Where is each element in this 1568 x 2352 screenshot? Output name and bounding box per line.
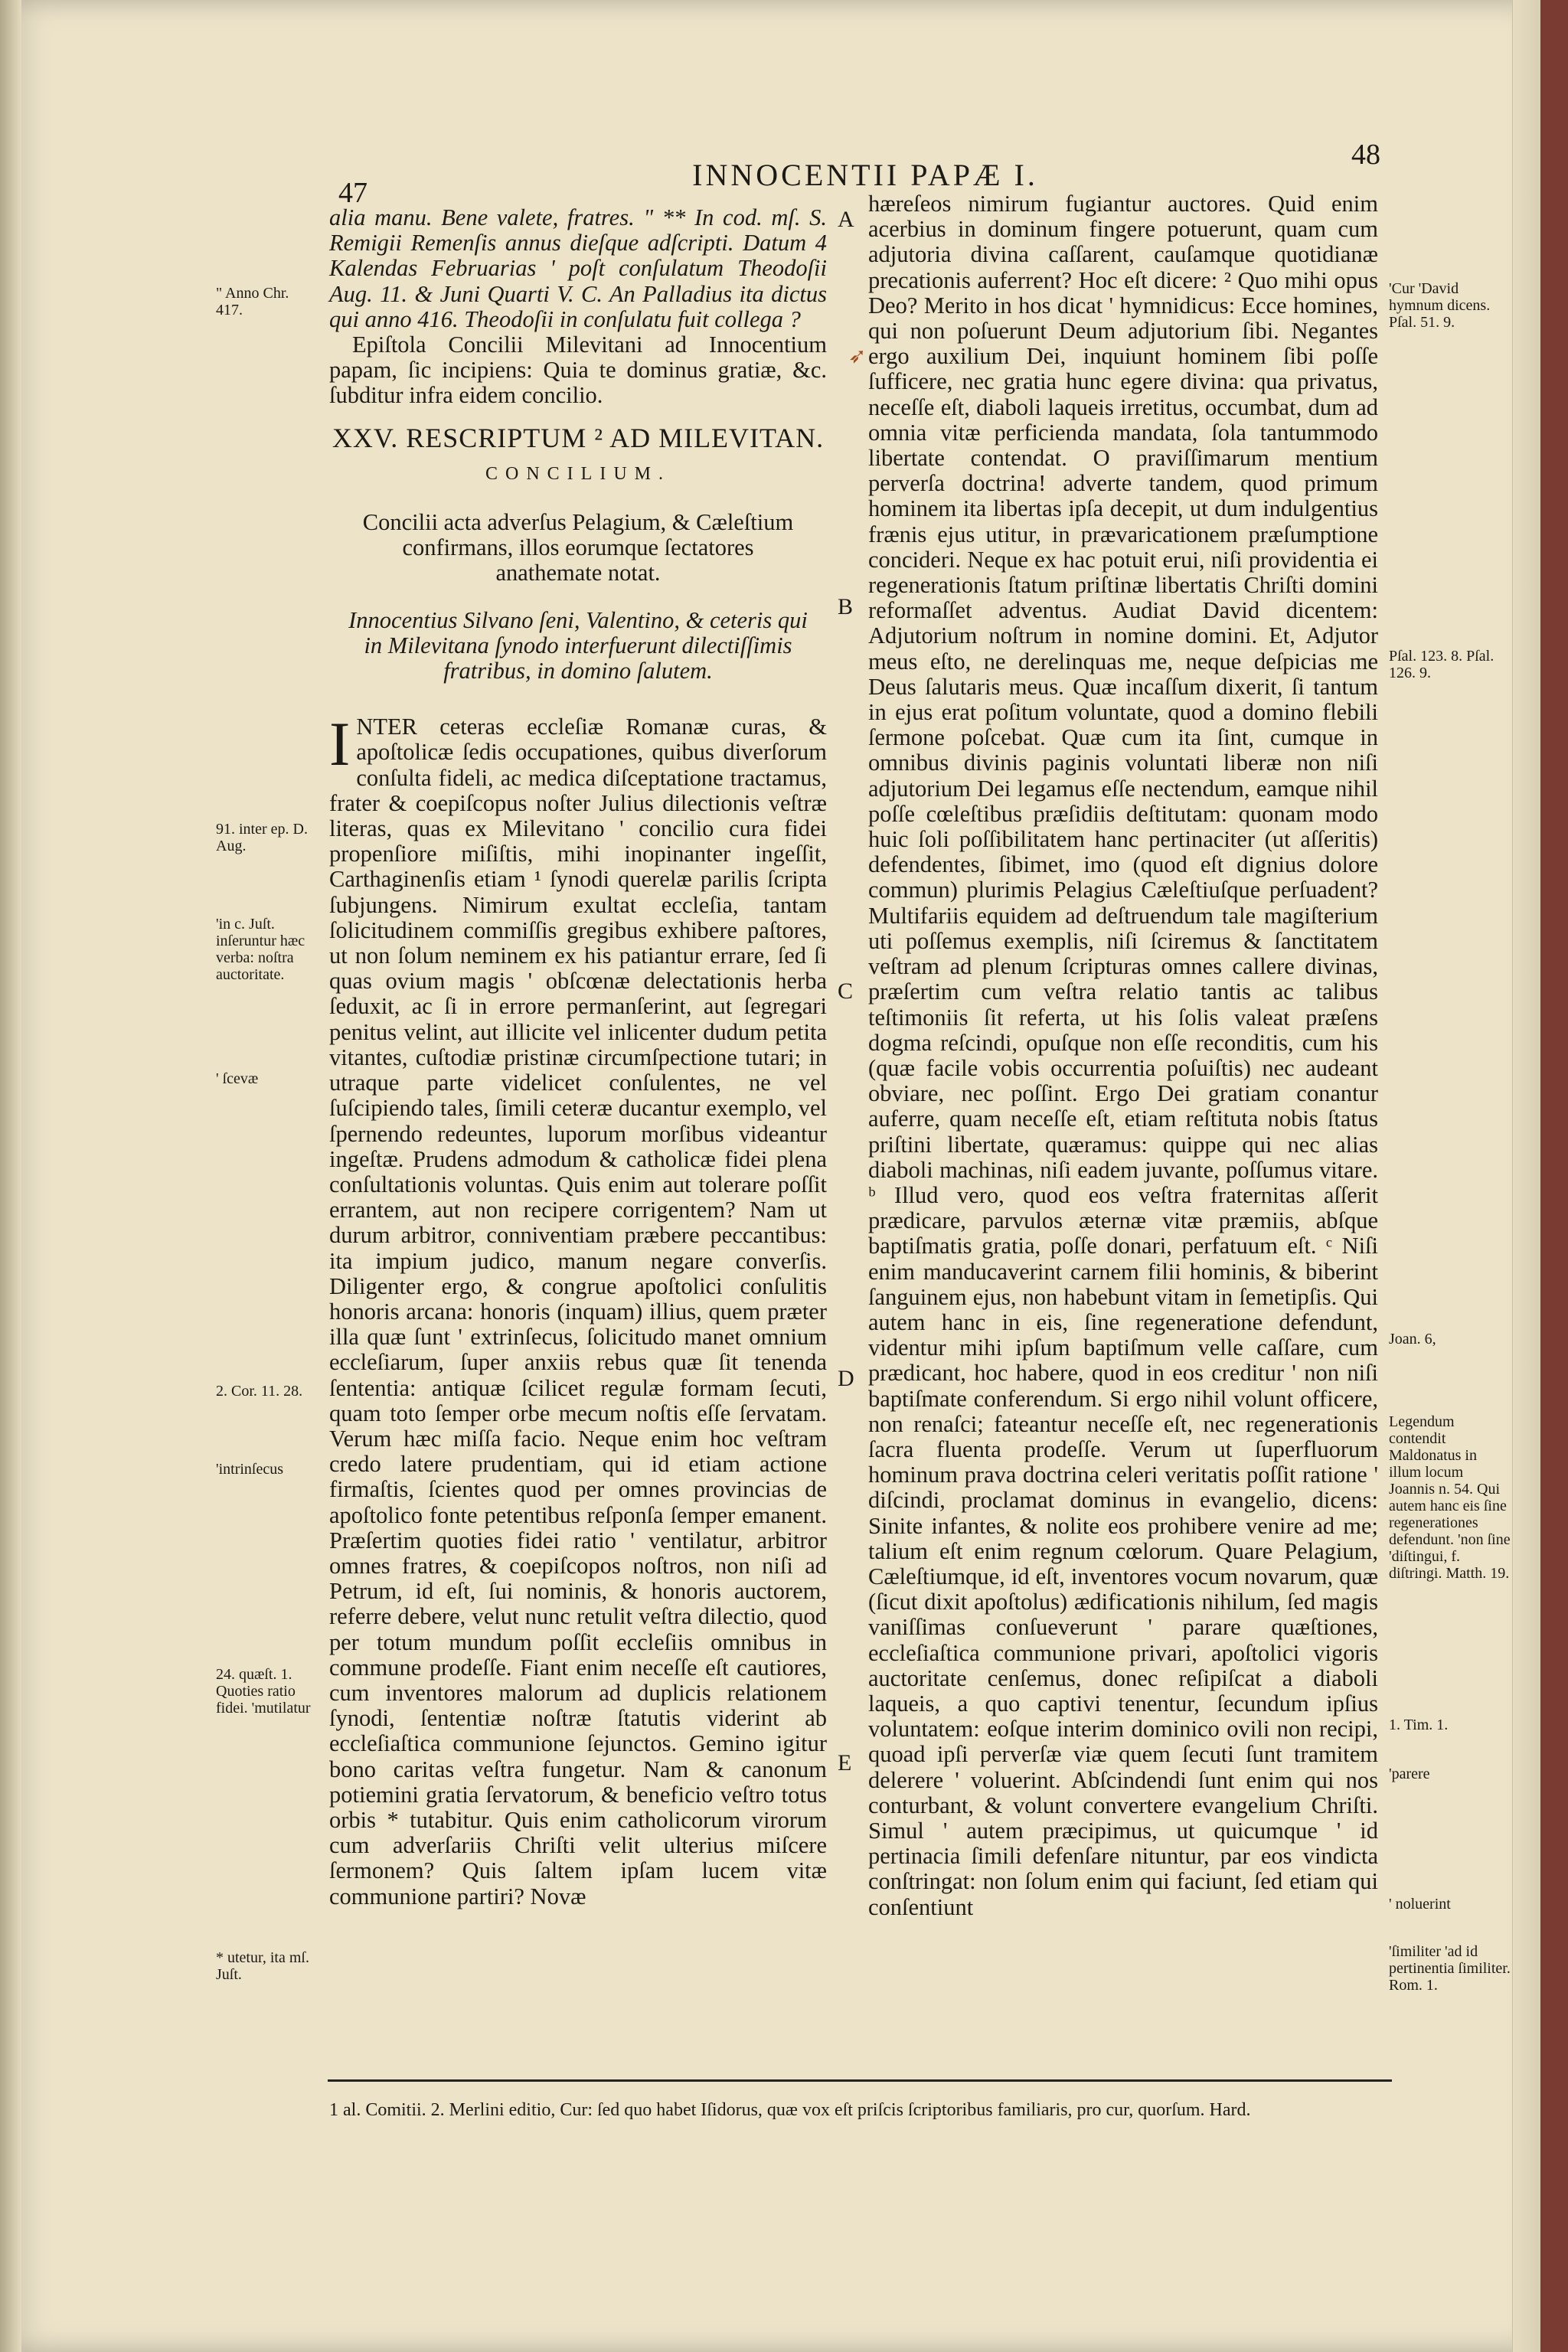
right-margin-note: ' noluerint <box>1389 1896 1451 1913</box>
page-number-right: 48 <box>1351 139 1380 171</box>
left-margin-note: 'in c. Juſt. inſeruntur hæc verba: noſtra auctoritate. <box>216 916 305 983</box>
body-paragraph <box>329 709 827 1909</box>
left-margin-note: 91. inter ep. D. Aug. <box>216 821 308 854</box>
right-margin-note: 'parere <box>1389 1766 1430 1782</box>
gutter-shadow <box>0 0 21 2352</box>
left-margin-note: 'intrinſecus <box>216 1461 284 1478</box>
right-column <box>868 191 1378 1920</box>
body-text: NTER ceteras eccleſiæ Romanæ curas, & apoſtolicæ ſedis occupationes, quibus diverſorum conſulta fideli, ac medica diſceptatione tractamus, frater & coepiſcopus noſter Julius dilectionis veſtræ literas, quas ex Milevitano ' concilio cura fidei propenſiore miſiſtis, mihi inopinanter ingeſſit, Carthaginenſis etiam ¹ ſynodi querelæ parilis ſcripta ſubjungens. Nimirum exultat eccleſia, tantam ſolicitudinem commiſſis gregibus exhibere paſtores, ut non ſolum neminem ex his patiantur errare, ſed ſi quas ovium magis ' obſcœnæ delectationis herba ſeduxit, ac ſi in errore permanſerint, aut ſegregari penitus velint, aut illicite vel inlicenter dudum petita vitantes, cuſtodiæ pristinæ circumſpectione tutari; in utraque parte videlicet conſulentes, ne vel ſuſcipiendo tales, ſimili ceteræ ducantur exemplo, vel ſpernendo redeuntes, luporum morſibus videantur ingeſtæ. Prudens admodum & catholicæ fidei plena conſultationis voluntas. Quis enim aut tolerare poſſit errantem, aut non recipere corrigentem? Nam ut durum arbitror, conniventiam præbere peccantibus: ita impium judico, manum negare converſis. Diligenter ergo, & congrue apoſtolici conſulitis honoris arcana: honoris (inquam) illius, quem præter illa quæ ſunt ' extrinſecus, ſolicitudo manet omnium eccleſiarum, ſuper anxiis rebus quæ ſit tenenda ſententia: antiquæ ſcilicet regulæ formam ſecuti, quam toto ſemper orbe mecum noſtis eſſe ſervatam. Verum hæc miſſa facio. Neque enim hoc veſtram credo latere prudentiam, qui id etiam actione firmaſtis, ſcientes quod per omnes provincias de apoſtolico fonte petentibus reſponſa ſemper emanent. Præſertim quoties fidei ratio ' ventilatur, arbitror omnes fratres, & coepiſcopos noſtros, non niſi ad Petrum, id eſt, ſui nominis, & honoris auctorem, referre debere, velut nunc retulit veſtra dilectio, quod per totum mundum poſſit eccleſiis omnibus in commune prodeſſe. Fiant enim neceſſe eſt cautiores, cum inventores malorum ad duplicis relationem ſynodi, ſententiæ noſtræ ſtatutis viderint ab eccleſiaſtica communione ſejunctos. Gemino igitur bono caritas veſtra fungetur. Nam & canonum potiemini gratia ſervatorum, & beneficio veſtro totus orbis * tutabitur. Quis enim catholicorum virorum cum adverſariis Chriſti velit ulterius miſcere ſermonem? Quis ſaltem ipſam lucem vitæ communione partiri? Novæ <box>329 714 827 1909</box>
left-margin-note: ' ſcevæ <box>216 1070 259 1087</box>
left-margin-note: * utetur, ita mſ. Juſt. <box>216 1949 309 1983</box>
ink-mark: ➶ <box>848 345 867 368</box>
right-margin-note: Joan. 6, <box>1389 1331 1436 1348</box>
section-subheading: CONCILIUM. <box>485 463 671 484</box>
right-margin-note: 'Cur 'David hymnum dicens. Pſal. 51. 9. <box>1389 280 1491 331</box>
left-margin-note: 2. Cor. 11. 28. <box>216 1383 303 1400</box>
section-letter: E <box>838 1750 852 1775</box>
running-head: INNOCENTII PAPÆ I. <box>692 158 1038 192</box>
right-margin-note: 'ſimiliter 'ad id pertinentia ſimiliter. Rom. 1. <box>1389 1943 1511 1994</box>
section-letter: D <box>838 1366 854 1391</box>
salutation: Innocentius Silvano ſeni, Valentino, & ceteris qui in Milevitana ſynodo interfuerunt dilectiſſimis fratribus, in domino ſalutem. <box>348 606 808 684</box>
left-margin-note: " Anno Chr. 417. <box>216 285 289 318</box>
footnote-rule <box>328 2079 1392 2082</box>
section-letter: C <box>838 978 854 1004</box>
right-margin-note: 1. Tim. 1. <box>1389 1717 1449 1733</box>
left-margin-note: 24. quæſt. 1. Quoties ratio fidei. 'mutilatur <box>216 1666 311 1717</box>
adjacent-page-edge <box>1512 0 1540 2352</box>
drop-capital: I <box>329 709 351 779</box>
left-column <box>329 205 827 1909</box>
right-margin-note: Legendum contendit Maldonatus in illum locum Joannis n. 54. Qui autem hanc eis ſine regenerationes defendunt. 'non ſine 'diſtingui, f. diſtringi. Matth. 19. <box>1389 1413 1511 1582</box>
section-summary: Concilii acta adverſus Pelagium, & Cæleſtium confirmans, illos eorumque ſectatores anathemate notat. <box>362 509 794 586</box>
intro-paragraph: alia manu. Bene valete, fratres. " ** In cod. mſ. S. Remigii Remenſis annus dieſque adſcripti. Datum 4 Kalendas Februarias ' poſt conſulatum Theodoſii Aug. 11. & Juni Quarti V. C. An Palladius ita dictus qui anno 416. Theodoſii in conſulatu fuit collega ? <box>329 204 827 332</box>
page-number-left: 47 <box>338 177 368 209</box>
section-letter: B <box>838 594 854 619</box>
section-letter: A <box>838 207 854 232</box>
footnote: 1 al. Comitii. 2. Merlini editio, Cur: ſed quo habet Iſidorus, quæ vox eſt priſcis ſcriptoribus familiaris, pro cur, quorſum. Hard. <box>329 2100 1251 2120</box>
intro-paragraph: Epiſtola Concilii Milevitani ad Innocentium papam, ſic incipiens: Quia te dominus gratiæ, &c. ſubditur infra eidem concilio. <box>329 332 827 409</box>
body-text: hæreſeos nimirum fugiantur auctores. Quid enim acerbius in dominum fingere potuerunt, quam cum adjutoria divina caſſarent, cauſamque quotidianæ precationis auferrent? Hoc eſt dicere: ² Quo mihi opus Deo? Merito in hos dicat ' hymnidicus: Ecce homines, qui non poſuerunt Deum adjutorium ſibi. Negantes ergo auxilium Dei, inquiunt hominem ſibi poſſe ſufficere, nec gratia hunc egere divina: qua privatus, neceſſe eſt, diaboli laqueis irretitus, occumbat, dum ad omnia vitæ perficienda mandata, ſola tantummodo libertate contendat. O praviſſimarum mentium perverſa doctrina! adverte tandem, quod primum hominem ita libertas ipſa decepit, ut dum indulgentius frænis ejus utitur, in prævaricationem præſumptione concideri. Neque ex hac potuit erui, niſi providentia ei regenerationis ſtatum priſtinæ libertatis Chriſti domini reformaſſet adventus. Audiat David dicentem: Adjutorium noſtrum in nomine domini. Et, Adjutor meus eſto, ne derelinquas me, neque deſpicias me Deus ſalutaris meus. Quæ incaſſum dixerit, ſi tantum in ejus erat poſitum voluntate, quod a domino flebili ſermone poſcebat. Quæ cum ita ſint, cumque in omnibus divinis paginis voluntati liberæ non niſi adjutorium Dei legamus eſſe nectendum, eamque nihil poſſe cœleſtibus præſidiis deſtitutam: quonam modo huic ſoli poſſibilitatem hanc pertinaciter (ut aſſeritis) defendentes, ſibimet, imo (quod eſt dignius dolore commun) plurimis Pelagius Cæleſtiuſque perſuadent? Multifariis equidem ad deſtruendum tale magiſterium uti poſſemus exemplis, niſi ſciremus & ſanctitatem veſtram ad plenum ſcripturas omnes callere divinas, præſertim cum veſtra relatio tantis ac talibus teſtimoniis ſit referta, ut his ſolis valeat præſens dogma reſcindi, opuſque non eſſe reconditis, cum his (quæ facile vobis occurrentia poſuiſtis) nec audeant obviare, nec poſſint. Ergo Dei gratiam conantur auferre, quam neceſſe eſt, etiam reſtituta nobis ſtatus priſtini libertate, quæramus: quippe qui nec alias diaboli machinas, niſi eadem juvante, poſſumus vitare. ᵇ Illud vero, quod eos veſtra fraternitas aſſerit prædicare, parvulos æternæ vitæ præmiis, abſque baptiſmatis gratia, poſſe donari, perfatuum eſt. ᶜ Niſi enim manducaverint carnem filii hominis, & biberint ſanguinem ejus, non habebunt vitam in ſemetipſis. Qui autem hanc in eis, ſine regeneratione defendunt, videntur mihi ipſum baptiſmum velle caſſare, cum prædicant, hoc habere, quod in eos creditur ' non niſi baptiſmate conferendum. Si ergo nihil volunt officere, non renaſci; fateantur neceſſe eſt, nec regenerationis ſacra fluenta prodeſſe. Verum ut ſuperfluorum hominum prava doctrina celeri veritatis poſſit ratione ' diſcindi, proclamat dominus in evangelio, dicens: Sinite infantes, & nolite eos prohibere venire ad me; talium eſt enim regnum cœlorum. Quare Pelagium, Cæleſtiumque, id eſt, inventores vocum novarum, quæ (ſicut dixit apoſtolus) ædificationis nihilum, ſed magis vaniſſimas conſueverunt ' parare quæſtiones, eccleſiaſtica communione privari, apoſtolici vigoris auctoritate cenſemus, donec reſipiſcat a diaboli laqueis, a quo captivi tenentur, ſecundum ipſius voluntatem: eoſque interim dominico ovili non recipi, quoad ipſi perverſæ viæ quem ſecuti ſunt tramitem delerere ' voluerint. Abſcindendi ſunt enim qui nos conturbant, & volunt convertere evangelium Chriſti. Simul ' autem præcipimus, ut quicumque ' id pertinacia ſimili defenſare nituntur, par eos vindicta conſtringat: non ſolum enim qui faciunt, ſed etiam qui conſentiunt <box>868 191 1378 1920</box>
right-margin-note: Pſal. 123. 8. Pſal. 126. 9. <box>1389 648 1494 681</box>
section-heading: XXV. RESCRIPTUM ² AD MILEVITAN. <box>332 422 825 453</box>
